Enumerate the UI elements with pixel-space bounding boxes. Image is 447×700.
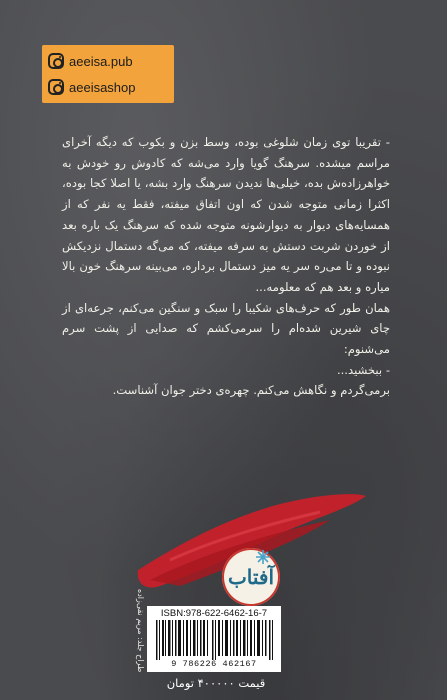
snowflake-icon [256,550,270,564]
excerpt-paragraph: همان طور که حرف‌های شکیبا را سبک و سنگین می‌کنم، جرعه‌ای از چای شیرین شده‌ام را سرمی‌کشم که صدایی از پشت سرم می‌شنوم: [62,300,390,357]
instagram-handle: aeeisa.pub [69,53,133,69]
book-excerpt [62,132,390,401]
excerpt-paragraph: برمی‌گردم و نگاهش می‌کنم. چهره‌ی دختر جوان آشناست. [112,383,390,398]
instagram-icon [48,79,64,95]
cover-designer-credit: طراح جلد: مریم نقی‌زاده [136,588,145,672]
instagram-icon [48,53,64,69]
isbn-barcode-box [147,606,281,672]
isbn-label: ISBN:978-622-6462-16-7 [160,608,268,619]
publisher-logo-text: آفتاب [227,565,275,589]
publisher-logo [222,548,280,606]
social-handles-box [42,45,174,103]
social-row [48,77,168,97]
instagram-handle: aeeisashop [69,79,136,95]
price-label: قیمت ۴۰۰۰۰۰ تومان [166,676,266,690]
barcode [152,620,276,660]
excerpt-paragraph: - ببخشید... [336,362,390,377]
barcode-digits: 9 786226 462167 [171,659,257,669]
excerpt-paragraph: - تقریبا توی زمان شلوغی بوده، وسط بزن و بکوب که دیگه آخرای مراسم میشده. سرهنگ گویا وارد می‌شه که کادوش رو خودش به خواهرزاده‌ش بده، خیلی‌ها ندیدن سرهنگ وارد بشه، یا اصلا کجا بوده، اکثرا زمانی متوجه شدن که اون اتفاق میفته، فقط یه نفر که از همسایه‌های دیوار به دیوارشونه متوجه شده که سرهنگ یک باره بعد از خوردن شربت دستش به سرفه میفته، که می‌گه دستمال نزدیکش نبوده و تا می‌ره سر یه میز دستمال برداره، می‌بینه سرهنگ خون بالا میاره و بعد هم که معلومه... [62,135,390,294]
social-row [48,51,168,71]
